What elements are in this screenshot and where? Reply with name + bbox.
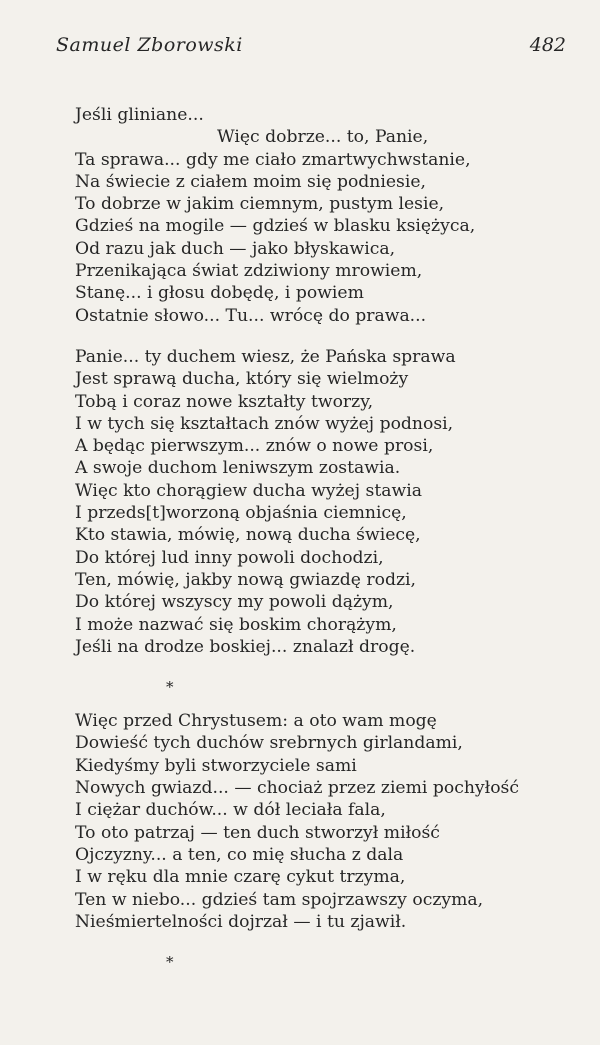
verse-line: Nowych gwiazd... — chociaż przez ziemi pochyłość [75,778,519,799]
section-separator: * [166,953,174,972]
verse-line: Do której wszyscy my powoli dążym, [75,592,394,613]
header-author: Samuel Zborowski [56,34,243,56]
verse-line: I w ręku dla mnie czarę cykut trzyma, [75,867,406,888]
verse-line: Jest sprawą ducha, który się wielmoży [75,369,409,390]
verse-line: Jeśli gliniane... [75,105,204,125]
stanza-gap [75,698,555,710]
verse-line: Panie... ty duchem wiesz, że Pańska sprawa [75,346,456,367]
verse-line: Więc przed Chrystusem: a oto wam mogę [75,711,437,732]
running-header [56,34,566,58]
verse-line: To dobrze w jakim ciemnym, pustym lesie, [75,194,445,215]
verse-line: Ostatnie słowo... Tu... wrócę do prawa... [75,305,427,326]
verse-line: I ciężar duchów... w dół leciała fala, [75,800,386,821]
verse-line: I przeds[t]worzoną objaśnia ciemnicę, [75,503,407,524]
verse-line: Od razu jak duch — jako błyskawica, [75,238,396,259]
verse-line: Jeśli na drodze boskiej... znalazł drogę. [75,636,416,657]
verse-line: Dowieść tych duchów srebrnych girlandami, [75,733,463,754]
verse-line: Kto stawia, mówię, nową ducha świecę, [75,525,421,546]
verse-line: Ten w niebo... gdzieś tam spojrzawszy oczyma, [75,889,484,910]
verse-line: Gdzieś na mogile — gdzieś w blasku księżyca, [75,216,476,237]
verse-line: Nieśmiertelności dojrzał — i tu zjawił. [75,911,407,932]
stanza-gap [75,327,555,346]
verse-line: Przenikająca świat zdziwiony mrowiem, [75,261,423,282]
section-separator: * [166,678,174,697]
verse-line: Więc kto chorągiew ducha wyżej stawia [75,480,422,501]
stanza-gap [75,933,555,951]
verse-line: Stanę... i głosu dobędę, i powiem [75,283,364,304]
verse-line: I w tych się kształtach znów wyżej podnosi, [75,413,454,434]
verse-line: A swoje duchom leniwszym zostawia. [75,458,401,479]
verse-line: Ojczyzny... a ten, co mię słucha z dala [75,844,404,865]
verse-line: I może nazwać się boskim chorążym, [75,614,397,635]
verse-line: A będąc pierwszym... znów o nowe prosi, [75,436,434,457]
verse-line: Tobą i coraz nowe kształty tworzy, [75,391,374,412]
stanza-gap [75,658,555,676]
verse-line: Więc dobrze... to, Panie, [217,127,429,148]
verse-line: Ta sprawa... gdy me ciało zmartwychwstanie, [75,149,471,170]
verse-line: Do której lud inny powoli dochodzi, [75,547,384,568]
verse-line: Kiedyśmy byli stworzyciele sami [75,755,357,776]
verse-line: Ten, mówię, jakby nową gwiazdę rodzi, [75,569,416,590]
poem-text [75,104,555,973]
verse-line: Na świecie z ciałem moim się podniesie, [75,171,427,192]
verse-line: To oto patrzaj — ten duch stworzył miłość [75,822,440,843]
page-number: 482 [529,34,566,56]
